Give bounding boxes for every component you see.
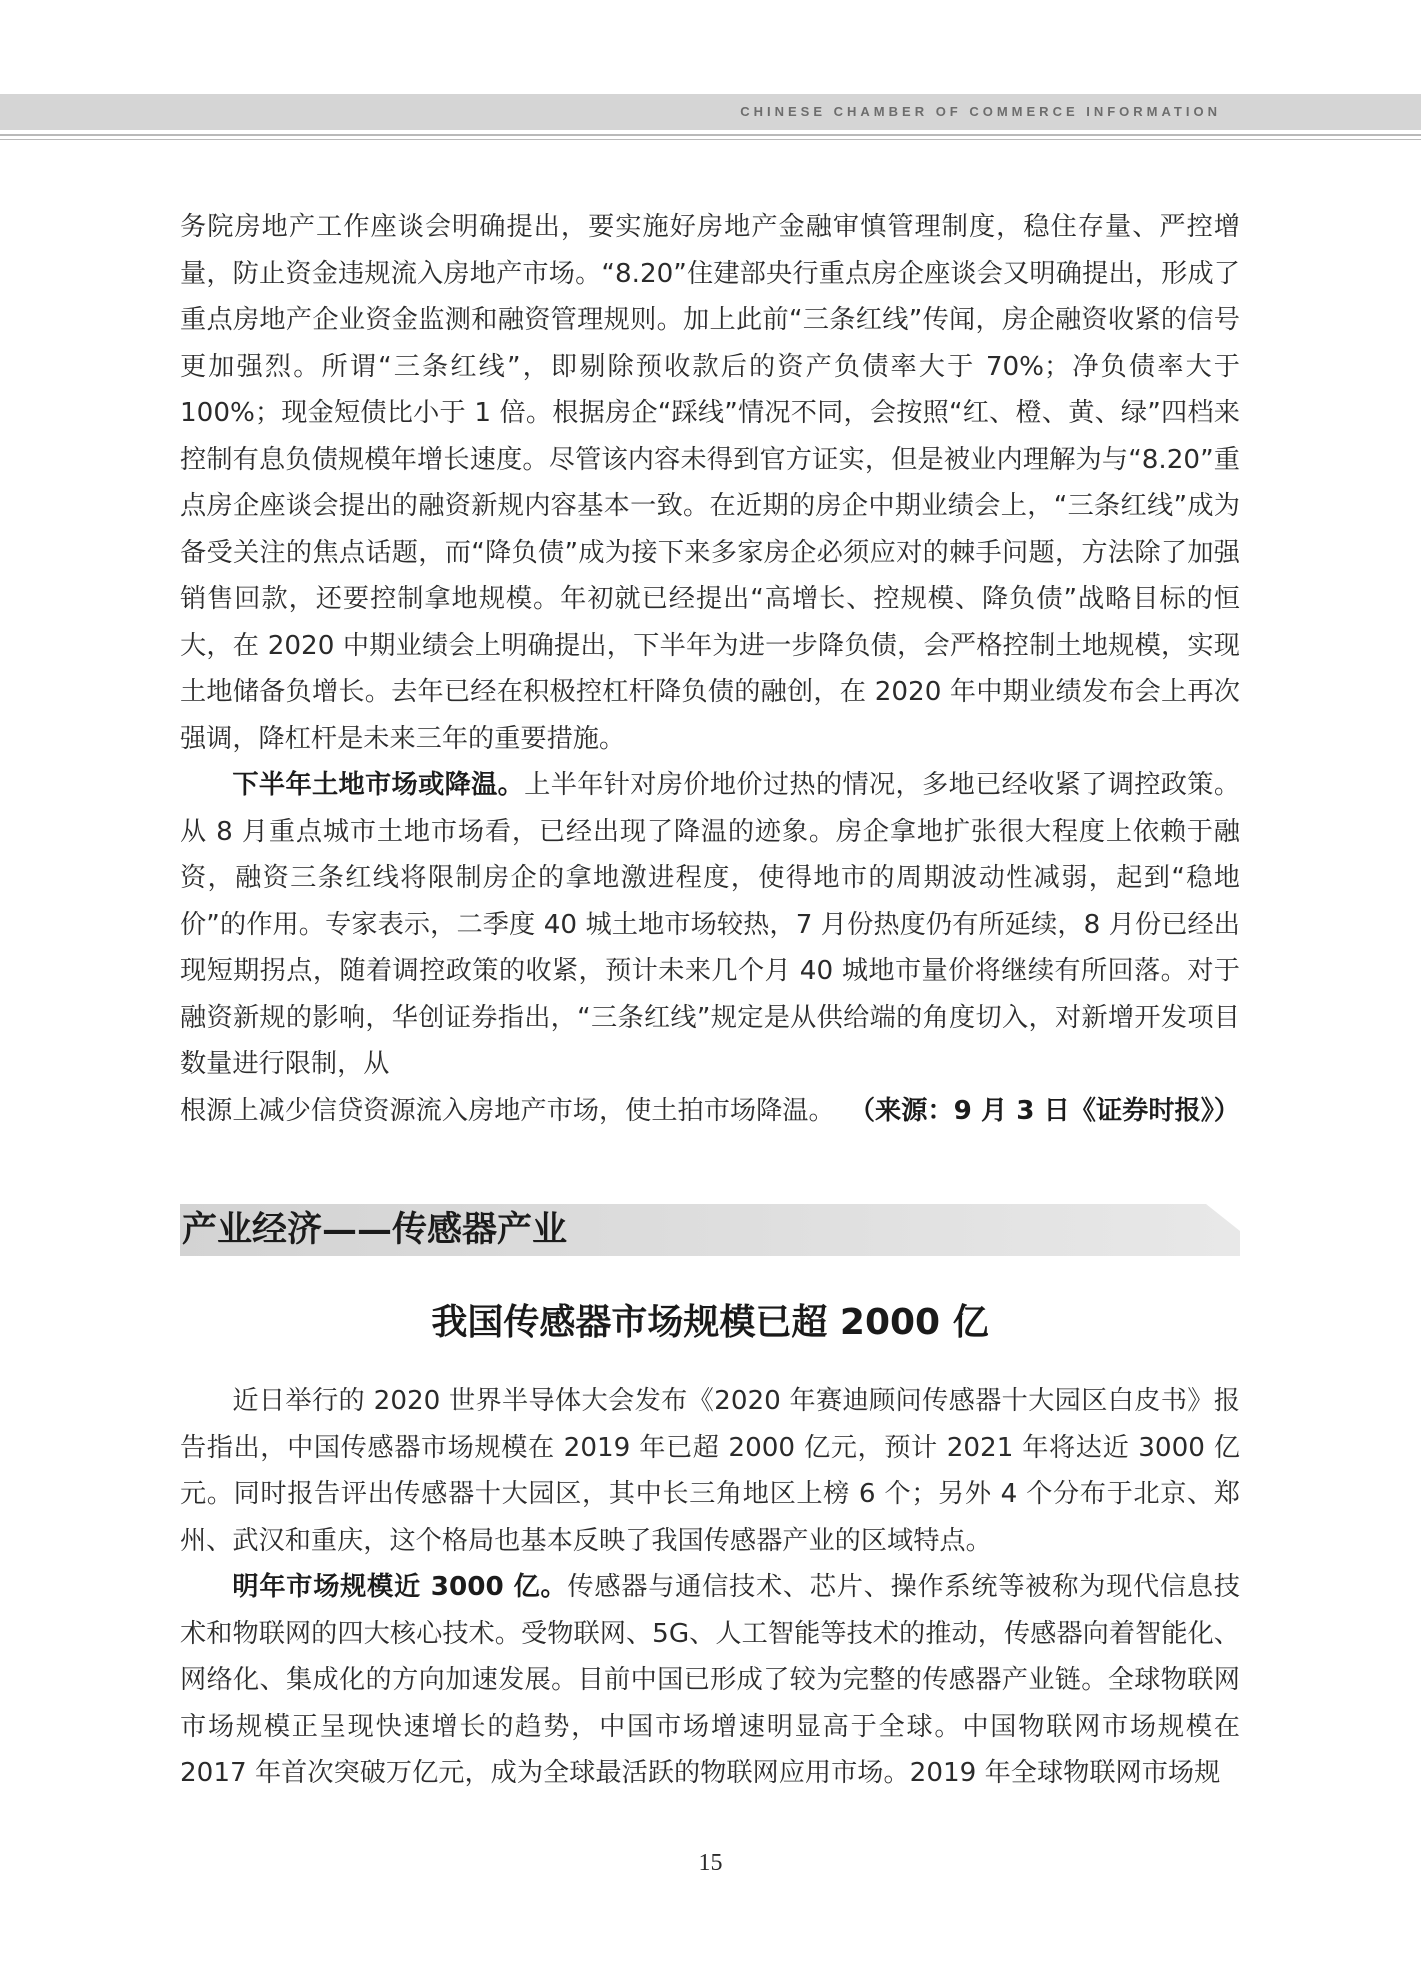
paragraph-body: 传感器与通信技术、芯片、操作系统等被称为现代信息技术和物联网的四大核心技术。受物联网、5G、人工智能等技术的推动，传感器向着智能化、网络化、集成化的方向加速发展。目前中国已形成了较为完整的传感器产业链。全球物联网市场规模正呈现快速增长的趋势，中国市场增速明显高于全球。中国物联网市场规模在 2017 年首次突破万亿元，成为全球最活跃的物联网应用市场。2019 年全球物联网市场规 [180,1572,1240,1788]
article-2-body [180,1378,1240,1797]
paragraph-lead-heading: 明年市场规模近 3000 亿。 [232,1572,568,1602]
article-2-paragraph-1: 近日举行的 2020 世界半导体大会发布《2020 年赛迪顾问传感器十大园区白皮书》报告指出，中国传感器市场规模在 2019 年已超 2000 亿元，预计 2021 年将达近 3000 亿元。同时报告评出传感器十大园区，其中长三角地区上榜 6 个；另外 4 个分布于北京、郑州、武汉和重庆，这个格局也基本反映了我国传感器产业的区域特点。 [180,1386,1240,1556]
running-header: CHINESE CHAMBER OF COMMERCE INFORMATION [740,104,1221,119]
header-rule [0,134,1421,136]
section-title: 产业经济——传感器产业 [182,1209,568,1250]
page-number: 15 [698,1850,723,1876]
article-1-paragraph-2 [180,762,1240,1088]
article-1-body [180,204,1240,1134]
article-2-title: 我国传感器市场规模已超 2000 亿 [431,1302,989,1343]
source-citation: （来源：9 月 3 日《证券时报》） [848,1095,1240,1126]
article-2-paragraph-2 [180,1564,1240,1797]
article-1-closing-line [180,1088,1240,1135]
paragraph-body: 上半年针对房价地价过热的情况，多地已经收紧了调控政策。从 8 月重点城市土地市场看，已经出现了降温的迹象。房企拿地扩张很大程度上依赖于融资，融资三条红线将限制房企的拿地激进程度，使得地市的周期波动性减弱，起到“稳地价”的作用。专家表示，二季度 40 城土地市场较热，7 月份热度仍有所延续，8 月份已经出现短期拐点，随着调控政策的收紧，预计未来几个月 40 城地市量价将继续有所回落。对于融资新规的影响，华创证券指出，“三条红线”规定是从供给端的角度切入，对新增开发项目数量进行限制，从 [180,770,1241,1079]
header-rule-thin [0,139,1421,140]
paragraph-lead-heading: 下半年土地市场或降温。 [232,770,525,800]
article-1-paragraph-1: 务院房地产工作座谈会明确提出，要实施好房地产金融审慎管理制度，稳住存量、严控增量，防止资金违规流入房地产市场。“8.20”住建部央行重点房企座谈会又明确提出，形成了重点房地产企业资金监测和融资管理规则。加上此前“三条红线”传闻，房企融资收紧的信号更加强烈。所谓“三条红线”，即剔除预收款后的资产负债率大于 70%；净负债率大于 100%；现金短债比小于 1 倍。根据房企“踩线”情况不同，会按照“红、橙、黄、绿”四档来控制有息负债规模年增长速度。尽管该内容未得到官方证实，但是被业内理解为与“8.20”重点房企座谈会提出的融资新规内容基本一致。在近期的房企中期业绩会上，“三条红线”成为备受关注的焦点话题，而“降负债”成为接下来多家房企必须应对的棘手问题，方法除了加强销售回款，还要控制拿地规模。年初就已经提出“高增长、控规模、降负债”战略目标的恒大，在 2020 中期业绩会上明确提出，下半年为进一步降负债，会严格控制土地规模，实现土地储备负增长。去年已经在积极控杠杆降负债的融创，在 2020 年中期业绩发布会上再次强调，降杠杆是未来三年的重要措施。 [180,212,1240,754]
paragraph-last-line: 根源上减少信贷资源流入房地产市场，使土拍市场降温。 [180,1095,835,1126]
